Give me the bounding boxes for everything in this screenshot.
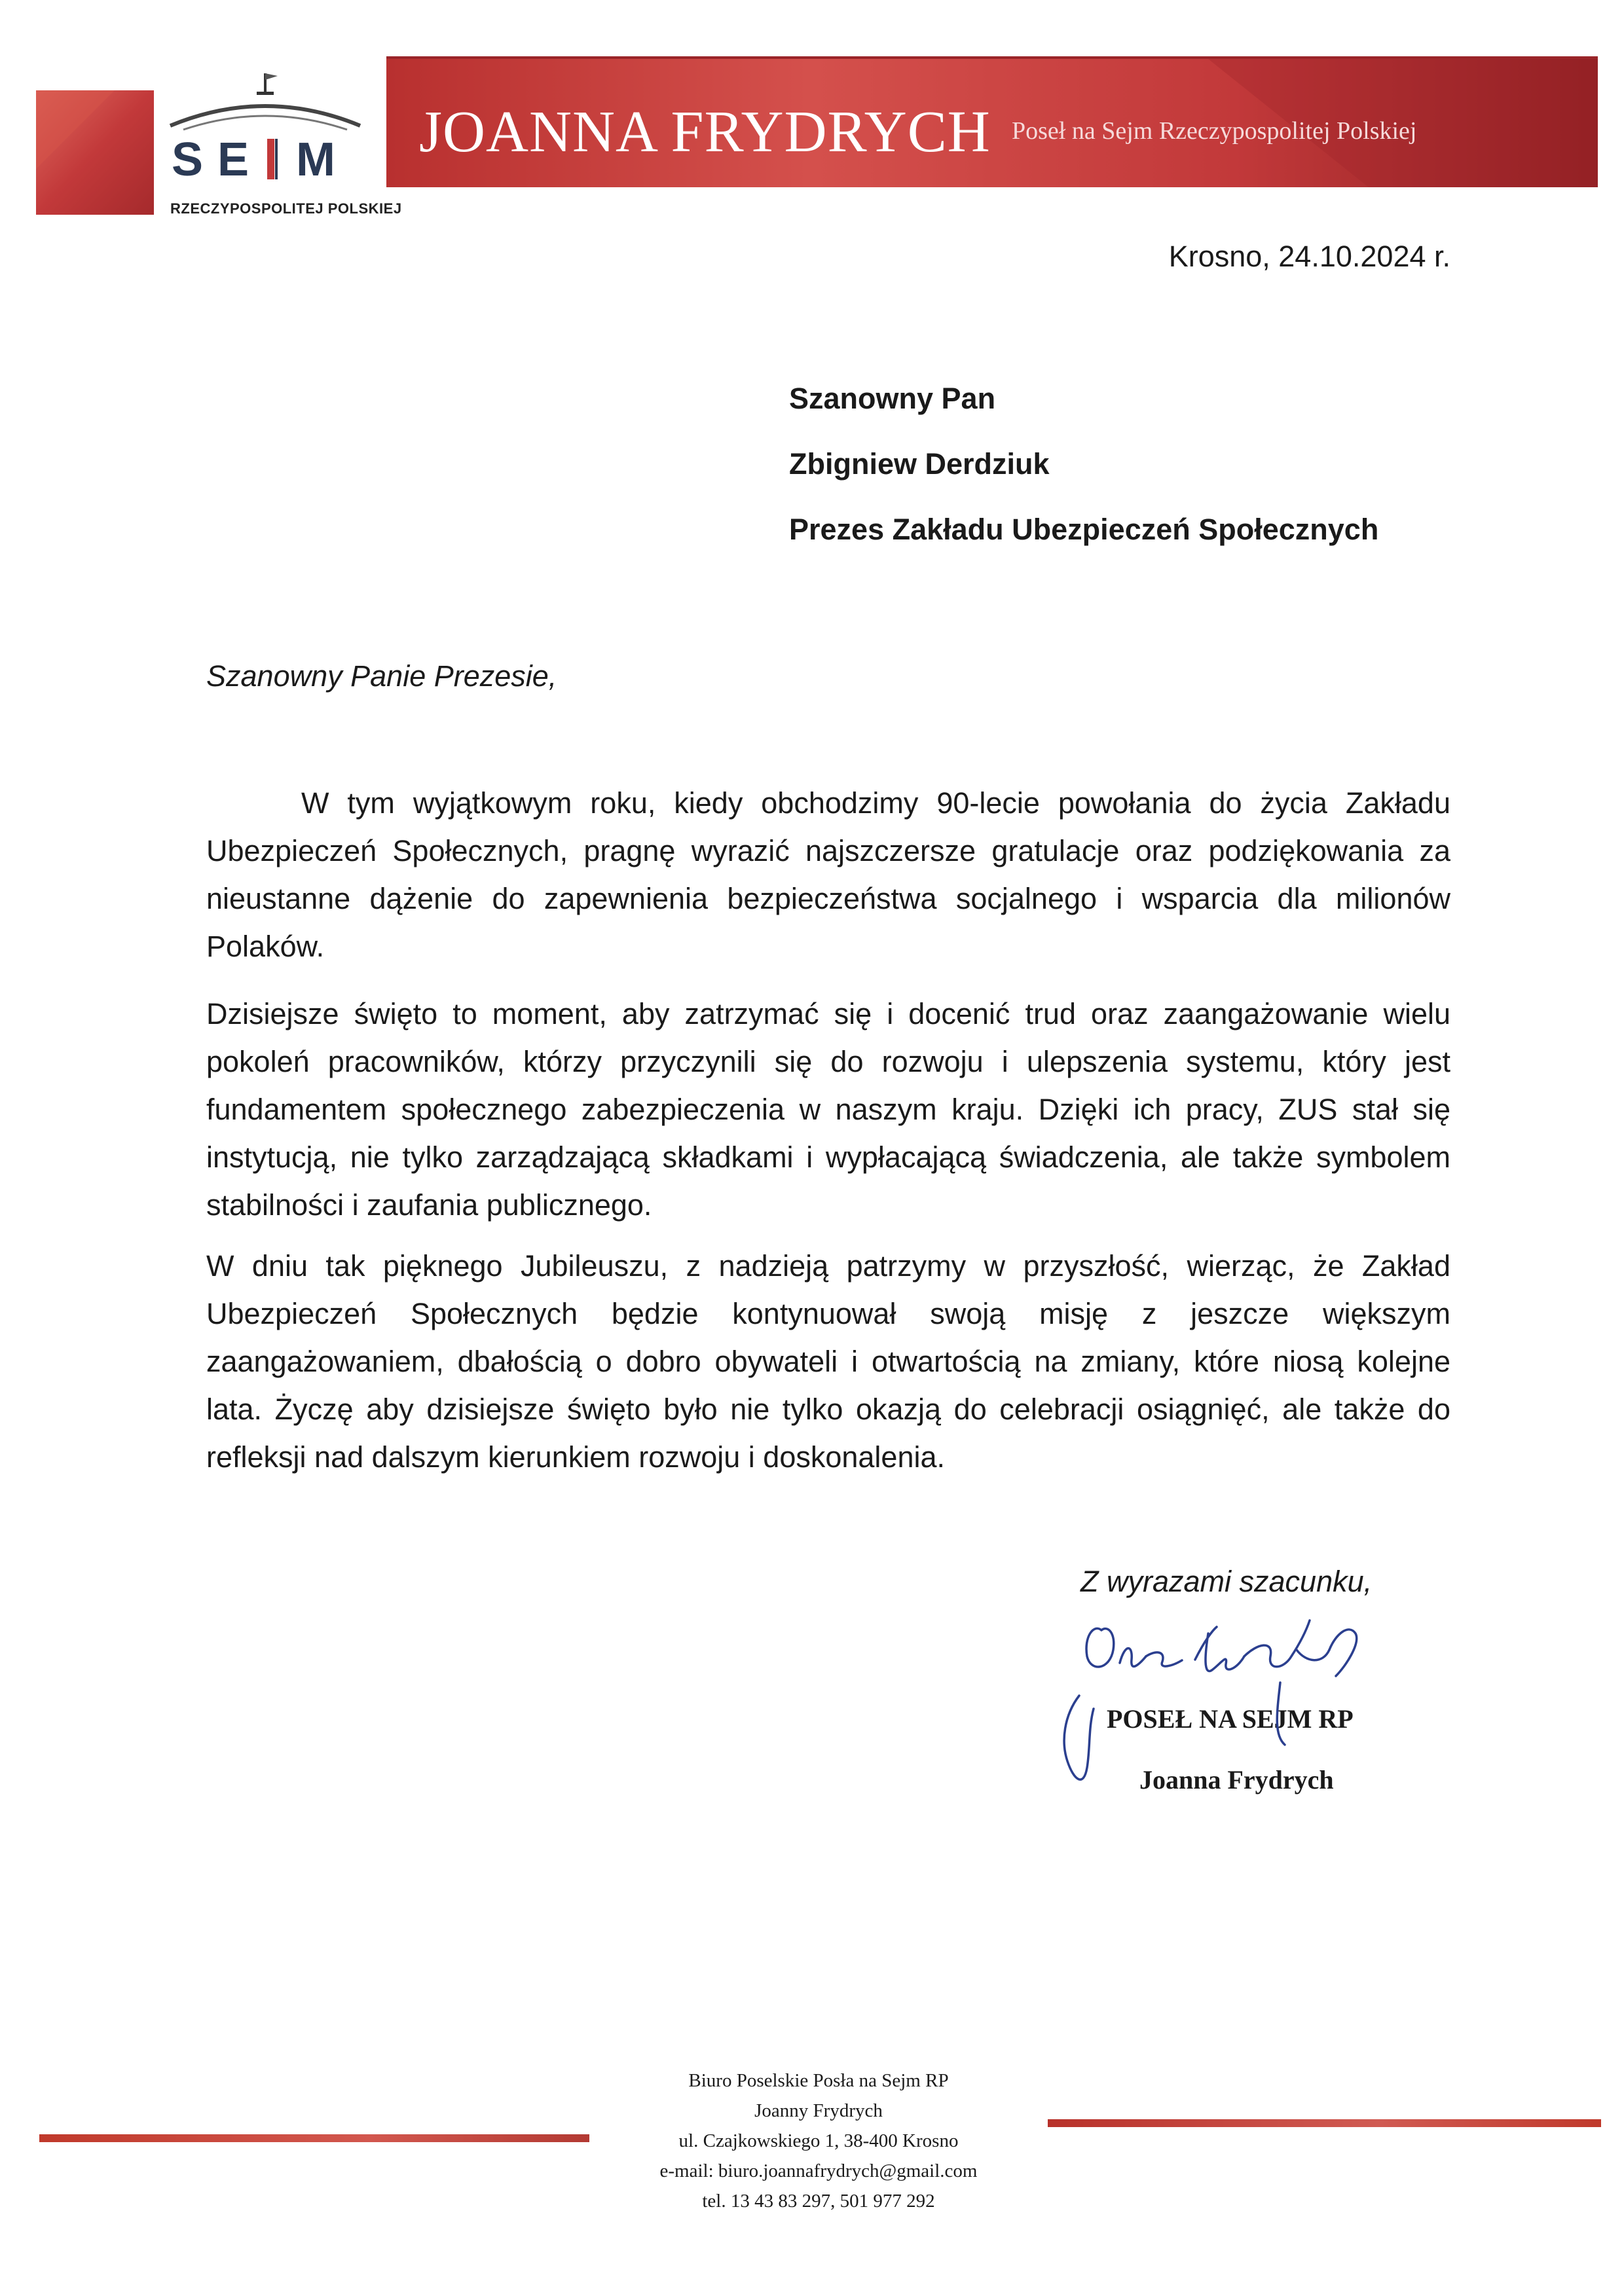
- body-paragraph-3: W dniu tak pięknego Jubileuszu, z nadzieją patrzymy w przyszłość, wierząc, że Zakład Ubezpieczeń Społecznych będzie kontynuował swoją misję z jeszcze większym zaangażowaniem, dbałością o dobro obywateli i otwartością na zmiany, które niosą kolejne lata. Życzę aby dzisiejsze święto było nie tylko okazją do celebracji osiągnięć, ale także do refleksji nad dalszym kierunkiem rozwoju i doskonalenia.: [206, 1249, 1450, 1474]
- recipient-line-1: Szanowny Pan: [789, 382, 996, 415]
- footer-line-left: [39, 2134, 589, 2142]
- footer-line-right: [1048, 2119, 1601, 2127]
- salutation: Szanowny Panie Prezesie,: [206, 659, 557, 693]
- footer-office: Biuro Poselskie Posła na Sejm RP: [688, 2070, 949, 2091]
- recipient-name: Zbigniew Derdziuk: [789, 447, 1050, 481]
- footer-owner: Joanny Frydrych: [754, 2100, 883, 2121]
- header-left-band: [36, 90, 154, 215]
- svg-text:S: S: [172, 134, 204, 183]
- body-paragraph-1: W tym wyjątkowym roku, kiedy obchodzimy 90-lecie powołania do życia Zakładu Ubezpieczeń Społecznych, pragnę wyrazić najszczersze gratulacje oraz podziękowania za nieustanne dążenie do zapewnienia bezpieczeństwa socjalnego i wsparcia dla milionów Polaków.: [206, 786, 1450, 963]
- header-name: JOANNA FRYDRYCH: [419, 100, 991, 164]
- footer-address: [589, 2066, 1048, 2216]
- closing: Z wyrazami szacunku,: [1080, 1565, 1373, 1598]
- footer-email: e-mail: biuro.joannafrydrych@gmail.com: [659, 2160, 978, 2181]
- logo-caption: RZECZYPOSPOLITEJ POLSKIEJ: [170, 200, 402, 217]
- svg-text:E: E: [217, 134, 249, 183]
- recipient-title: Prezes Zakładu Ubezpieczeń Społecznych: [789, 513, 1379, 546]
- handwritten-signature: [1048, 1604, 1414, 1820]
- signature-role: POSEŁ NA SEJM RP: [1107, 1704, 1354, 1734]
- header-subtitle: Poseł na Sejm Rzeczypospolitej Polskiej: [1012, 117, 1417, 145]
- footer-phone: tel. 13 43 83 297, 501 977 292: [702, 2191, 935, 2212]
- svg-text:M: M: [296, 134, 335, 183]
- sejm-logo: [157, 65, 367, 183]
- footer-street: ul. Czajkowskiego 1, 38-400 Krosno: [678, 2130, 959, 2151]
- body-paragraph-2: Dzisiejsze święto to moment, aby zatrzymać się i docenić trud oraz zaangażowanie wielu pokoleń pracowników, którzy przyczynili się do rozwoju i ulepszenia systemu, który jest fundamentem społecznego zabezpieczenia w naszym kraju. Dzięki ich pracy, ZUS stał się instytucją, nie tylko zarządzającą składkami i wypłacającą świadczenia, ale także symbolem stabilności i zaufania publicznego.: [206, 997, 1450, 1222]
- signature-name: Joanna Frydrych: [1139, 1765, 1334, 1795]
- letter-date: Krosno, 24.10.2024 r.: [1168, 240, 1450, 273]
